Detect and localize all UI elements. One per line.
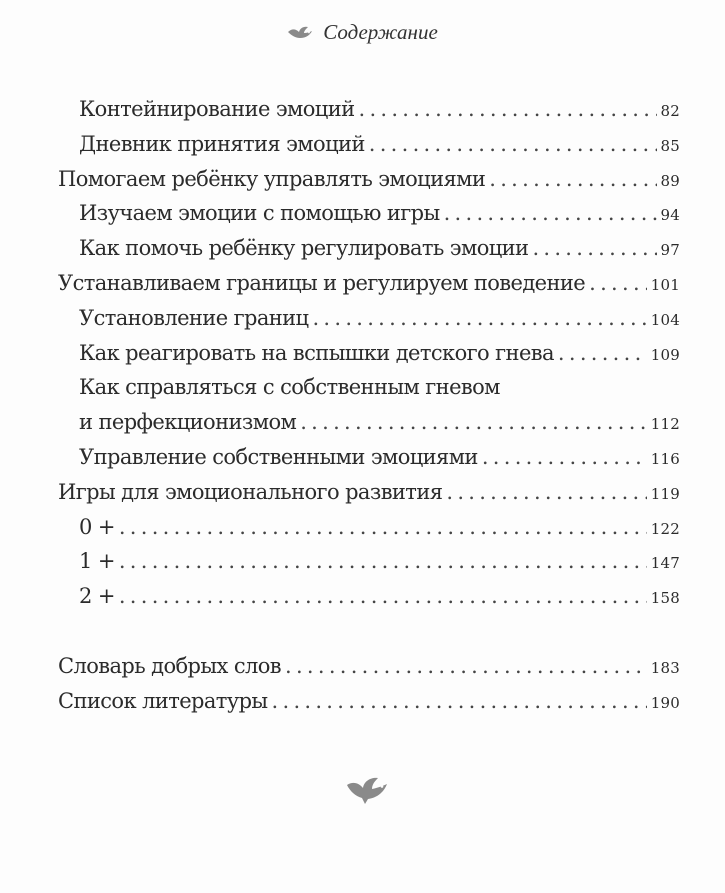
dot-leader	[558, 336, 647, 371]
toc-entry[interactable]	[58, 266, 680, 301]
toc-entry-title: Помогаем ребёнку управлять эмоциями	[58, 166, 486, 191]
toc-entry-first-line[interactable]	[58, 370, 680, 405]
toc-entry[interactable]	[58, 231, 680, 266]
dot-leader	[312, 301, 646, 336]
dot-leader	[444, 196, 657, 231]
dot-leader	[589, 266, 647, 301]
toc-entry-title: и перфекционизмом	[79, 410, 297, 435]
toc-entry-title: Устанавливаем границы и регулируем поведение	[58, 270, 586, 295]
toc-entry[interactable]	[58, 510, 680, 545]
toc-entry[interactable]	[58, 405, 680, 440]
toc-entry-title: Игры для эмоционального развития	[58, 479, 443, 504]
toc-entry[interactable]	[58, 579, 680, 614]
toc-entry[interactable]	[58, 440, 680, 475]
bird-icon	[345, 775, 389, 809]
toc-entry-page: 119	[650, 484, 680, 503]
dot-leader	[272, 684, 647, 719]
toc-entry-page: 112	[650, 415, 680, 434]
toc-entry-title: 1 +	[79, 549, 115, 574]
toc-entry-title: Как помочь ребёнку регулировать эмоции	[79, 236, 529, 261]
running-header	[0, 20, 725, 45]
toc-entry-title: 0 +	[79, 514, 115, 539]
toc-entry-page: 109	[650, 345, 680, 364]
toc-entry-page: 116	[650, 449, 680, 468]
toc-entry-page: 122	[650, 519, 680, 538]
toc-entry-page: 82	[660, 102, 680, 120]
toc-entry-title: Как реагировать на вспышки детского гнева	[79, 340, 554, 365]
dot-leader	[446, 475, 646, 510]
toc-entry[interactable]	[58, 336, 680, 371]
toc-entry-title: 2 +	[79, 584, 115, 609]
dot-leader	[359, 92, 657, 127]
toc-entry[interactable]	[58, 544, 680, 579]
toc-entry[interactable]	[58, 127, 680, 162]
table-of-contents	[58, 92, 680, 719]
toc-entry-page: 94	[660, 206, 680, 225]
toc-entry-page: 147	[650, 554, 680, 573]
dot-leader	[489, 162, 656, 197]
bird-icon	[287, 25, 313, 41]
dot-leader	[532, 231, 656, 266]
dot-leader	[119, 579, 647, 614]
dot-leader	[285, 649, 647, 684]
toc-entry[interactable]	[58, 92, 680, 127]
header-title: Содержание	[323, 20, 438, 44]
toc-entry-title: Управление собственными эмоциями	[79, 444, 478, 469]
dot-leader	[119, 544, 647, 579]
toc-entry[interactable]	[58, 196, 680, 231]
toc-entry-title: Дневник принятия эмоций	[79, 131, 365, 156]
toc-entry-page: 85	[660, 136, 680, 155]
dot-leader	[369, 127, 657, 162]
toc-entry-page: 183	[650, 658, 680, 677]
toc-entry-title: Контейнирование эмоций	[79, 97, 355, 121]
toc-entry[interactable]	[58, 162, 680, 197]
dot-leader	[119, 510, 647, 545]
toc-entry-title: Как справляться с собственным гневом	[79, 375, 500, 400]
toc-entry-page: 158	[650, 589, 680, 608]
dot-leader	[482, 440, 647, 475]
toc-entry[interactable]	[58, 649, 680, 684]
toc-entry-title: Список литературы	[58, 688, 268, 713]
toc-entry-page: 89	[660, 171, 680, 190]
toc-entry[interactable]	[58, 684, 680, 719]
toc-entry-page: 97	[660, 241, 680, 260]
toc-entry-title: Изучаем эмоции с помощью игры	[79, 201, 440, 226]
toc-entry-page: 101	[650, 275, 680, 294]
toc-entry-page: 190	[650, 693, 680, 712]
toc-entry-page: 104	[650, 310, 680, 329]
toc-entry-title: Словарь добрых слов	[58, 653, 282, 678]
toc-entry[interactable]	[58, 301, 680, 336]
section-gap	[58, 614, 680, 649]
dot-leader	[300, 405, 647, 440]
toc-entry-title: Установление границ	[79, 305, 309, 330]
toc-entry[interactable]	[58, 475, 680, 510]
